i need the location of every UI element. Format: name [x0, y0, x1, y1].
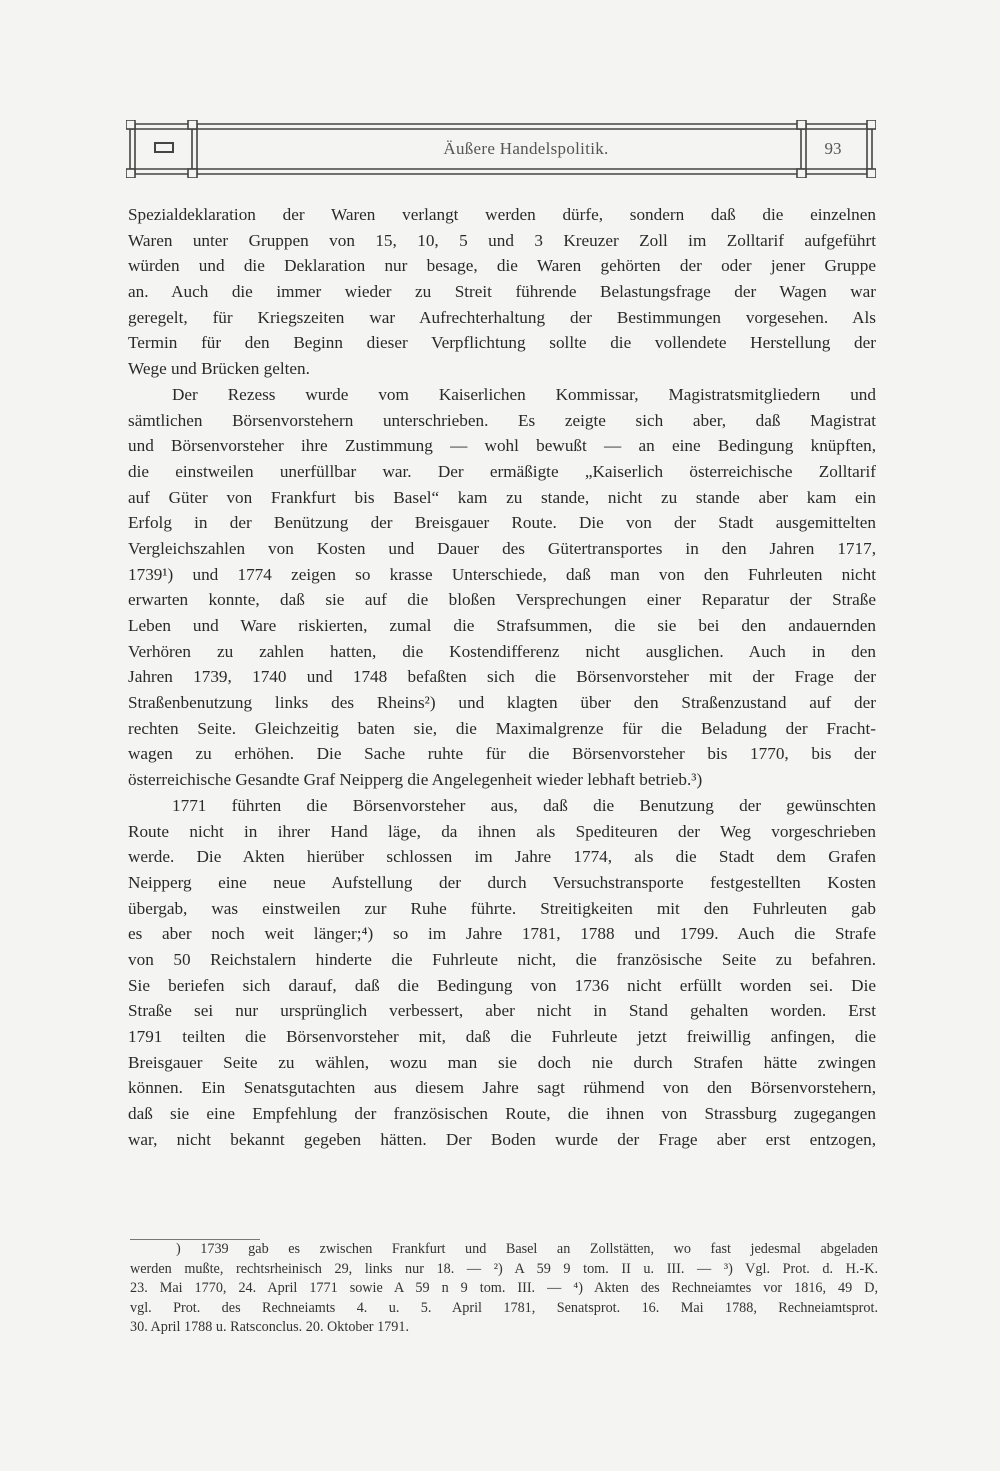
text-line: würden und die Deklaration nur besage, die Waren gehörten der oder jener Gruppe: [128, 256, 876, 276]
text-line: Verhören zu zahlen hatten, die Kostendifferenz nicht ausglichen. Auch in den: [128, 641, 876, 661]
text-line: Vergleichszahlen von Kosten und Dauer des Gütertransportes in den Jahren 1717,: [128, 538, 876, 558]
text-line: es aber noch weit länger;⁴) so im Jahre 1781, 1788 und 1799. Auch die Strafe: [128, 924, 876, 944]
body-text: [128, 202, 876, 1152]
footnote-line: 23. Mai 1770, 24. April 1771 sowie A 59 n 9 tom. III. — ⁴) Akten des Rechneiamtes vor 1816, 49 D,: [130, 1280, 878, 1296]
text-line: Spezialdeklaration der Waren verlangt werden dürfe, sondern daß die einzelnen: [128, 205, 876, 224]
text-line: werde. Die Akten hierüber schlossen im Jahre 1774, als die Stadt dem Grafen: [128, 847, 876, 867]
text-line: Termin für den Beginn dieser Verpflichtung sollte die vollendete Herstellung der: [128, 333, 876, 353]
text-line: die einstweilen unerfüllbar war. Der ermäßigte „Kaiserlich österreichische Zolltarif: [128, 461, 876, 481]
footnotes: [130, 1240, 878, 1338]
text-line: 1739¹) und 1774 zeigen so krasse Unterschiede, daß man von den Fuhrleuten nicht: [128, 564, 876, 584]
text-line: 1771 führten die Börsenvorsteher aus, daß die Benutzung der gewünschten: [172, 795, 876, 815]
text-line: Wege und Brücken gelten.: [128, 359, 310, 379]
text-line: Neipperg eine neue Aufstellung der durch Versuchstransporte festgestellten Kosten: [128, 872, 876, 892]
running-title: Äußere Handelspolitik.: [443, 139, 609, 158]
text-line: Straßenbenutzung links des Rheins²) und klagten über den Straßenzustand auf der: [128, 693, 876, 713]
text-line: übergab, was einstweilen zur Ruhe führte. Streitigkeiten mit den Fuhrleuten gab: [128, 898, 876, 918]
text-line: Breisgauer Seite zu wählen, wozu man sie doch nie durch Strafen hätte zwingen: [128, 1052, 876, 1072]
text-line: rechten Seite. Gleichzeitig baten sie, die Maximalgrenze für die Beladung der Fracht-: [128, 718, 876, 738]
text-line: Jahren 1739, 1740 und 1748 befaßten sich die Börsenvorsteher mit der Frage der: [128, 667, 876, 687]
text-line: Erfolg in der Benützung der Breisgauer Route. Die von der Stadt ausgemittelten: [128, 513, 876, 533]
page-number: 93: [824, 139, 842, 158]
text-line: Der Rezess wurde vom Kaiserlichen Kommissar, Magistratsmitgliedern und: [172, 384, 876, 404]
text-line: Route nicht in ihrer Hand läge, da ihnen als Spediteuren der Weg vorgeschrieben: [128, 821, 876, 841]
text-line: österreichische Gesandte Graf Neipperg die Angelegenheit wieder lebhaft betrieb.³): [128, 770, 703, 790]
footnote-line: 30. April 1788 u. Ratsconclus. 20. Oktober 1791.: [130, 1319, 409, 1335]
text-line: an. Auch die immer wieder zu Streit führende Belastungsfrage der Wagen war: [128, 282, 876, 302]
text-line: auf Güter von Frankfurt bis Basel“ kam zu stande, nicht zu stande aber kam ein: [128, 487, 876, 507]
text-line: Leben und Ware riskierten, zumal die Strafsummen, die sie bei den andauernden: [128, 616, 876, 635]
text-line: war, nicht bekannt gegeben hätten. Der Boden wurde der Frage aber erst entzogen,: [128, 1129, 876, 1149]
text-line: können. Ein Senatsgutachten aus diesem Jahre sagt rühmend von den Börsenvorstehern,: [128, 1078, 876, 1098]
text-line: 1791 teilten die Börsenvorsteher mit, daß die Fuhrleute jetzt freiwillig anfingen, die: [128, 1027, 876, 1046]
text-line: Sie beriefen sich darauf, daß die Bedingung von 1736 nicht erfüllt worden sei. Die: [128, 975, 876, 995]
footnote-line: werden mußte, rechtsrheinisch 29, links nur 18. — ²) A 59 9 tom. II u. III. — ³) Vgl. Prot. d. H.-K.: [130, 1260, 878, 1277]
text-line: sämtlichen Börsenvorstehern unterschrieben. Es zeigte sich aber, daß Magistrat: [128, 410, 876, 430]
text-line: und Börsenvorsteher ihre Zustimmung — wohl bewußt — an eine Bedingung knüpften,: [128, 436, 876, 456]
footnote-line: ) 1739 gab es zwischen Frankfurt und Basel an Zollstätten, wo fast jedesmal abgeladen: [176, 1241, 878, 1257]
footnote-line: vgl. Prot. des Rechneiamts 4. u. 5. April 1781, Senatsprot. 16. Mai 1788, Rechneiamtsprot.: [130, 1299, 878, 1316]
text-line: geregelt, für Kriegszeiten war Aufrechterhaltung der Bestimmungen vorgesehen. Als: [128, 307, 876, 327]
text-line: daß sie eine Empfehlung der französischen Route, die ihnen von Strassburg zugegangen: [128, 1104, 876, 1124]
header-ornament-icon: [154, 142, 174, 153]
text-line: wagen zu erhöhen. Die Sache ruhte für die Börsenvorsteher bis 1770, bis der: [128, 744, 876, 764]
text-line: von 50 Reichstalern hinderte die Fuhrleute nicht, die französische Seite zu befahren.: [128, 949, 876, 969]
text-line: Waren unter Gruppen von 15, 10, 5 und 3 Kreuzer Zoll im Zolltarif aufgeführt: [128, 230, 876, 250]
page-header: [126, 120, 876, 178]
text-line: erwarten konnte, daß sie auf die bloßen Versprechungen einer Reparatur der Straße: [128, 590, 876, 610]
text-line: Straße sei nur ursprünglich verbessert, aber nicht in Stand gehalten worden. Erst: [128, 1001, 876, 1021]
